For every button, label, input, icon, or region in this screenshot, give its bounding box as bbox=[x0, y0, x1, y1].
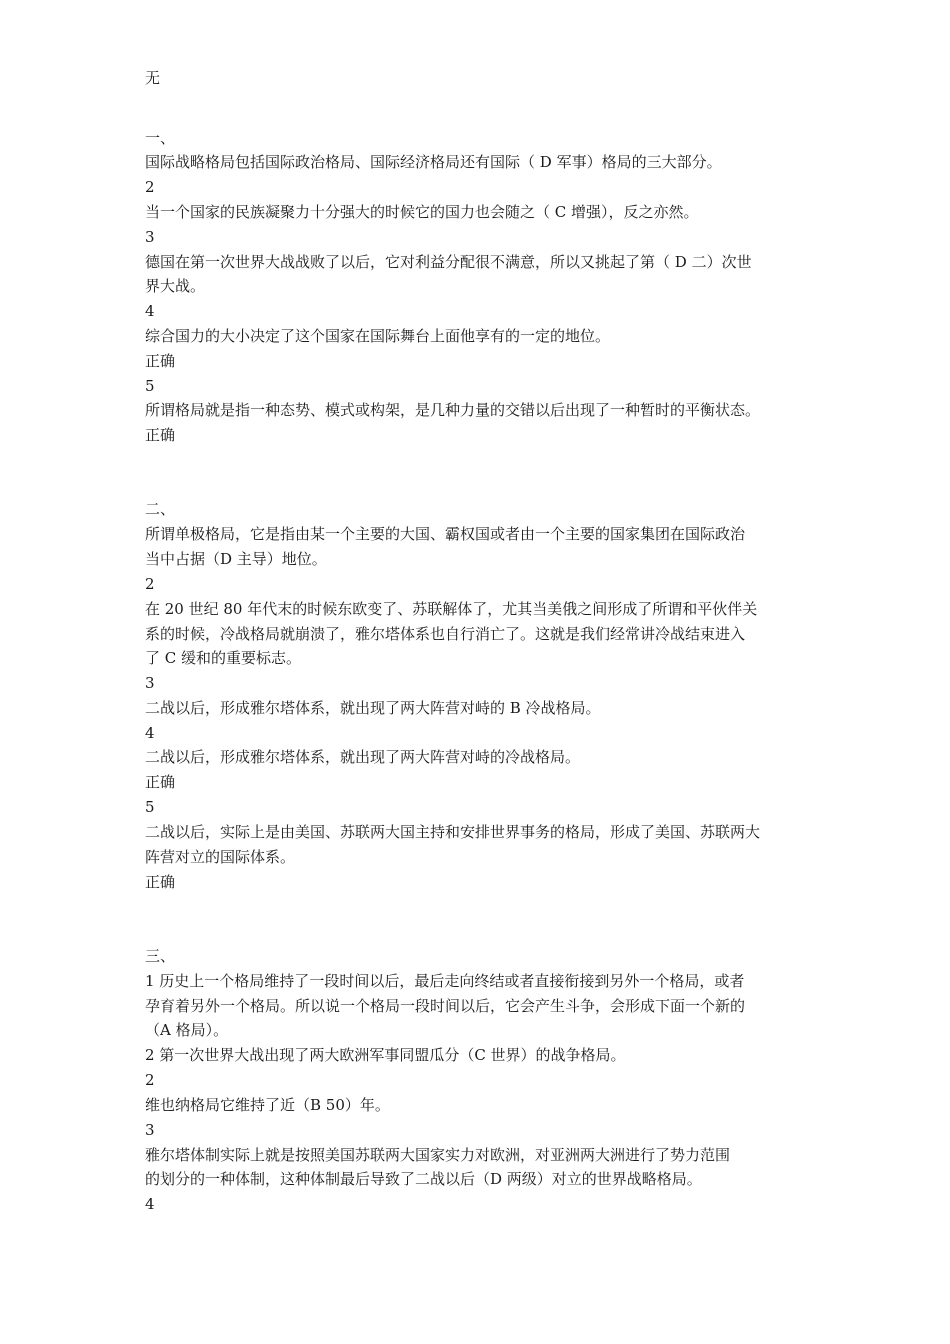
text-line: 德国在第一次世界大战战败了以后，它对利益分配很不满意，所以又挑起了第（ D 二）次世 bbox=[145, 253, 752, 271]
text-line: 2 第一次世界大战出现了两大欧洲军事同盟瓜分（C 世界）的战争格局。 bbox=[145, 1046, 626, 1064]
question-number: 4 bbox=[145, 724, 155, 742]
text-line: 系的时候，冷战格局就崩溃了，雅尔塔体系也自行消亡了。这就是我们经常讲冷战结束进入 bbox=[145, 625, 746, 643]
text-line: 当一个国家的民族凝聚力十分强大的时候它的国力也会随之（ C 增强），反之亦然。 bbox=[145, 203, 699, 221]
question-number: 3 bbox=[145, 674, 155, 692]
text-line: 1 历史上一个格局维持了一段时间以后，最后走向终结或者直接衔接到另外一个格局，或者 bbox=[145, 972, 745, 990]
text-line: 国际战略格局包括国际政治格局、国际经济格局还有国际（ D 军事）格局的三大部分。 bbox=[145, 153, 722, 171]
answer-text: 正确 bbox=[145, 773, 176, 791]
answer-text: 正确 bbox=[145, 873, 176, 891]
question-number: 5 bbox=[145, 798, 155, 816]
text-line: 维也纳格局它维持了近（B 50）年。 bbox=[145, 1096, 390, 1114]
question-number: 4 bbox=[145, 302, 155, 320]
text-line: （A 格局）。 bbox=[145, 1021, 229, 1039]
text-line: 所谓单极格局，它是指由某一个主要的大国、霸权国或者由一个主要的国家集团在国际政治 bbox=[145, 525, 746, 543]
text-line: 在 20 世纪 80 年代末的时候东欧变了、苏联解体了，尤其当美俄之间形成了所谓和平伙伴关 bbox=[145, 600, 758, 618]
answer-text: 正确 bbox=[145, 352, 176, 370]
text-line: 雅尔塔体制实际上就是按照美国苏联两大国家实力对欧洲，对亚洲两大洲进行了势力范围 bbox=[145, 1146, 731, 1164]
section-heading-2: 二、 bbox=[145, 500, 176, 518]
text-line: 无 bbox=[145, 69, 161, 87]
text-line: 的划分的一种体制，这种体制最后导致了二战以后（D 两级）对立的世界战略格局。 bbox=[145, 1170, 702, 1188]
question-number: 3 bbox=[145, 1121, 155, 1139]
text-line: 当中占据（D 主导）地位。 bbox=[145, 550, 327, 568]
question-number: 2 bbox=[145, 178, 155, 196]
text-line: 二战以后，实际上是由美国、苏联两大国主持和安排世界事务的格局，形成了美国、苏联两大 bbox=[145, 823, 761, 841]
text-line: 所谓格局就是指一种态势、模式或构架，是几种力量的交错以后出现了一种暂时的平衡状态。 bbox=[145, 401, 761, 419]
text-line: 孕育着另外一个格局。所以说一个格局一段时间以后，它会产生斗争，会形成下面一个新的 bbox=[145, 997, 746, 1015]
text-line: 阵营对立的国际体系。 bbox=[145, 848, 296, 866]
question-number: 4 bbox=[145, 1195, 155, 1213]
text-line: 二战以后，形成雅尔塔体系，就出现了两大阵营对峙的 B 冷战格局。 bbox=[145, 699, 601, 717]
text-line: 综合国力的大小决定了这个国家在国际舞台上面他享有的一定的地位。 bbox=[145, 327, 611, 345]
question-number: 2 bbox=[145, 575, 155, 593]
question-number: 5 bbox=[145, 377, 155, 395]
section-heading-3: 三、 bbox=[145, 947, 176, 965]
text-line: 界大战。 bbox=[145, 277, 206, 295]
question-number: 3 bbox=[145, 228, 155, 246]
text-line: 了 C 缓和的重要标志。 bbox=[145, 649, 302, 667]
text-line: 二战以后，形成雅尔塔体系，就出现了两大阵营对峙的冷战格局。 bbox=[145, 748, 581, 766]
answer-text: 正确 bbox=[145, 426, 176, 444]
section-heading-1: 一、 bbox=[145, 129, 176, 147]
question-number: 2 bbox=[145, 1071, 155, 1089]
